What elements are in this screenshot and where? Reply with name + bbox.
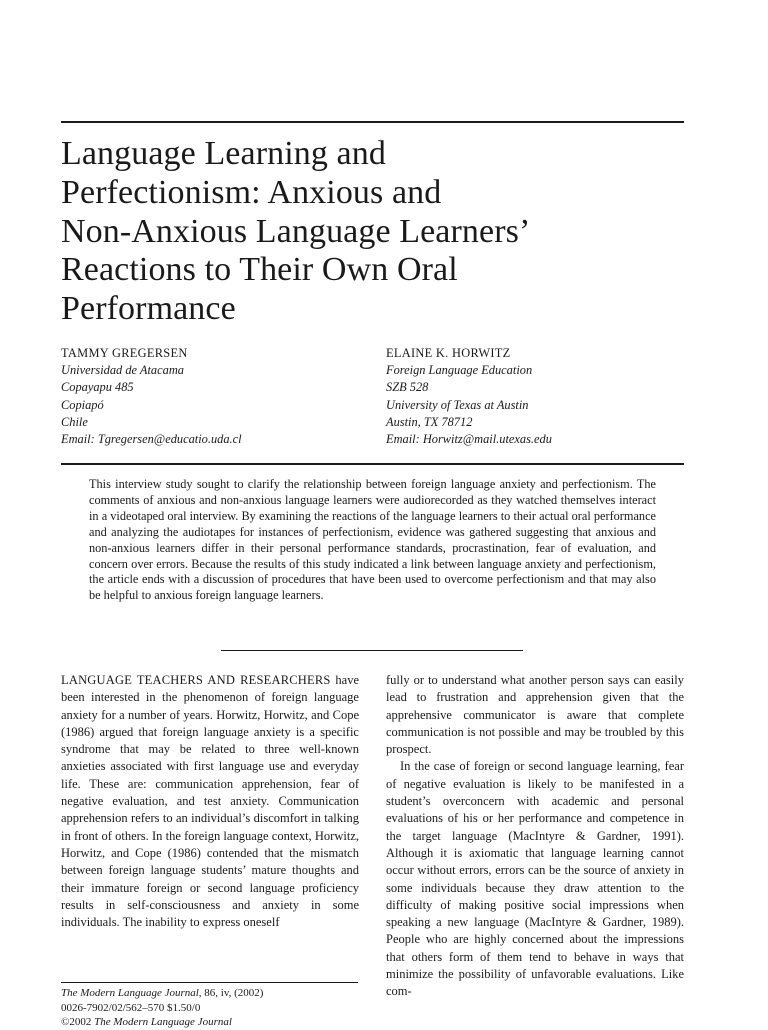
body-column-right [386,672,684,1001]
title-line: Perfectionism: Anxious and [61,173,442,211]
title-line: Reactions to Their Own Oral [61,251,458,289]
author-name: ELAINE K. HORWITZ [386,346,511,360]
paragraph-text: have been interested in the phenomenon of foreign language anxiety for a number of years. Horwitz, Horwitz, and Cope (1986) argued that foreign language anxiety is a specific syndrome that may be related to three well-known anxieties associated with first language use and everyday life. These are: communication apprehension, fear of negative evaluation, and test anxiety. Communication apprehension refers to an individual’s discomfort in talking in front of others. In the foreign language context, Horwitz, Horwitz, and Cope (1986) contended that the mismatch between foreign language students’ mature thoughts and their immature foreign or second language proficiency results in self-consciousness and anxiety in some individuals. The inability to express oneself [61,673,359,930]
author-affiliation-line: Chile [61,414,88,429]
author-affiliation-line: Austin, TX 78712 [386,414,473,429]
publication-footnote [61,986,361,1030]
journal-citation [61,986,361,1001]
copyright-journal: The Modern Language Journal [94,1016,232,1029]
author-affiliation-line: University of Texas at Austin [386,397,529,412]
author-name: TAMMY GREGERSEN [61,346,188,360]
title-line: Language Learning and [61,135,386,172]
author-email: Email: Horwitz@mail.utexas.edu [386,432,552,447]
author-block-horwitz [386,345,686,448]
body-paragraph: In the case of foreign or second language learning, fear of negative evaluation is likely to be manifested in a student’s overconcern with academic and personal evaluations of his or her performance and competence in the target language (MacIntyre & Gardner, 1991). Although it is axiomatic that language learning cannot occur without errors, errors can be the source of anxiety in some individuals because they draw attention to the difficulty of making positive social impressions when speaking a new language (MacIntyre & Gardner, 1989). People who are highly concerned about the impressions that others form of them tend to behave in ways that minimize the possibility of unfavorable evaluations. Like com- [386,759,684,999]
section-rule [61,463,684,465]
author-affiliation-line: SZB 528 [386,380,429,395]
body-paragraph: fully or to understand what another person says can easily lead to frustration and apprehension given that the apprehensive communicator is aware that complete communication is not possible and may be troubled by this prospect. [386,673,684,757]
issn-line: 0026-7902/02/562–570 $1.50/0 [61,1001,201,1014]
article-title [61,135,684,329]
top-rule [61,121,684,123]
journal-issue: , 86, iv, (2002) [198,987,264,999]
copyright-prefix: ©2002 [61,1016,95,1029]
author-email: Email: Tgregersen@educatio.uda.cl [61,432,242,447]
author-affiliation-line: Foreign Language Education [386,363,533,378]
lead-in: LANGUAGE TEACHERS AND RESEARCHERS [61,673,331,687]
author-block-gregersen [61,345,361,448]
footnote-rule [61,982,358,983]
abstract-divider [221,650,523,651]
title-line: Performance [61,290,236,328]
copyright-line [61,1015,361,1030]
abstract: This interview study sought to clarify the relationship between foreign language anxiety and perfectionism. The comments of anxious and non-anxious language learners were audiorecorded as they watched themselves interact in a videotaped oral interview. By examining the reactions of the language learners to their actual oral performance and analyzing the audiotapes for instances of perfectionism, evidence was gathered suggesting that anxious and non-anxious learners differ in their personal performance standards, procrastination, fear of evaluation, and concern over errors. Because the results of this study indicated a link between language anxiety and perfectionism, the article ends with a discussion of procedures that have been used to overcome perfectionism and that may also be helpful to anxious foreign language learners. [89,477,656,603]
title-line: Non-Anxious Language Learners’ [61,212,531,250]
author-affiliation-line: Copayapu 485 [61,380,134,395]
body-column-left [61,672,359,931]
body-paragraph [61,672,359,931]
journal-name: The Modern Language Journal [61,987,199,999]
author-affiliation-line: Copiapó [61,397,104,412]
author-affiliation-line: Universidad de Atacama [61,363,184,378]
